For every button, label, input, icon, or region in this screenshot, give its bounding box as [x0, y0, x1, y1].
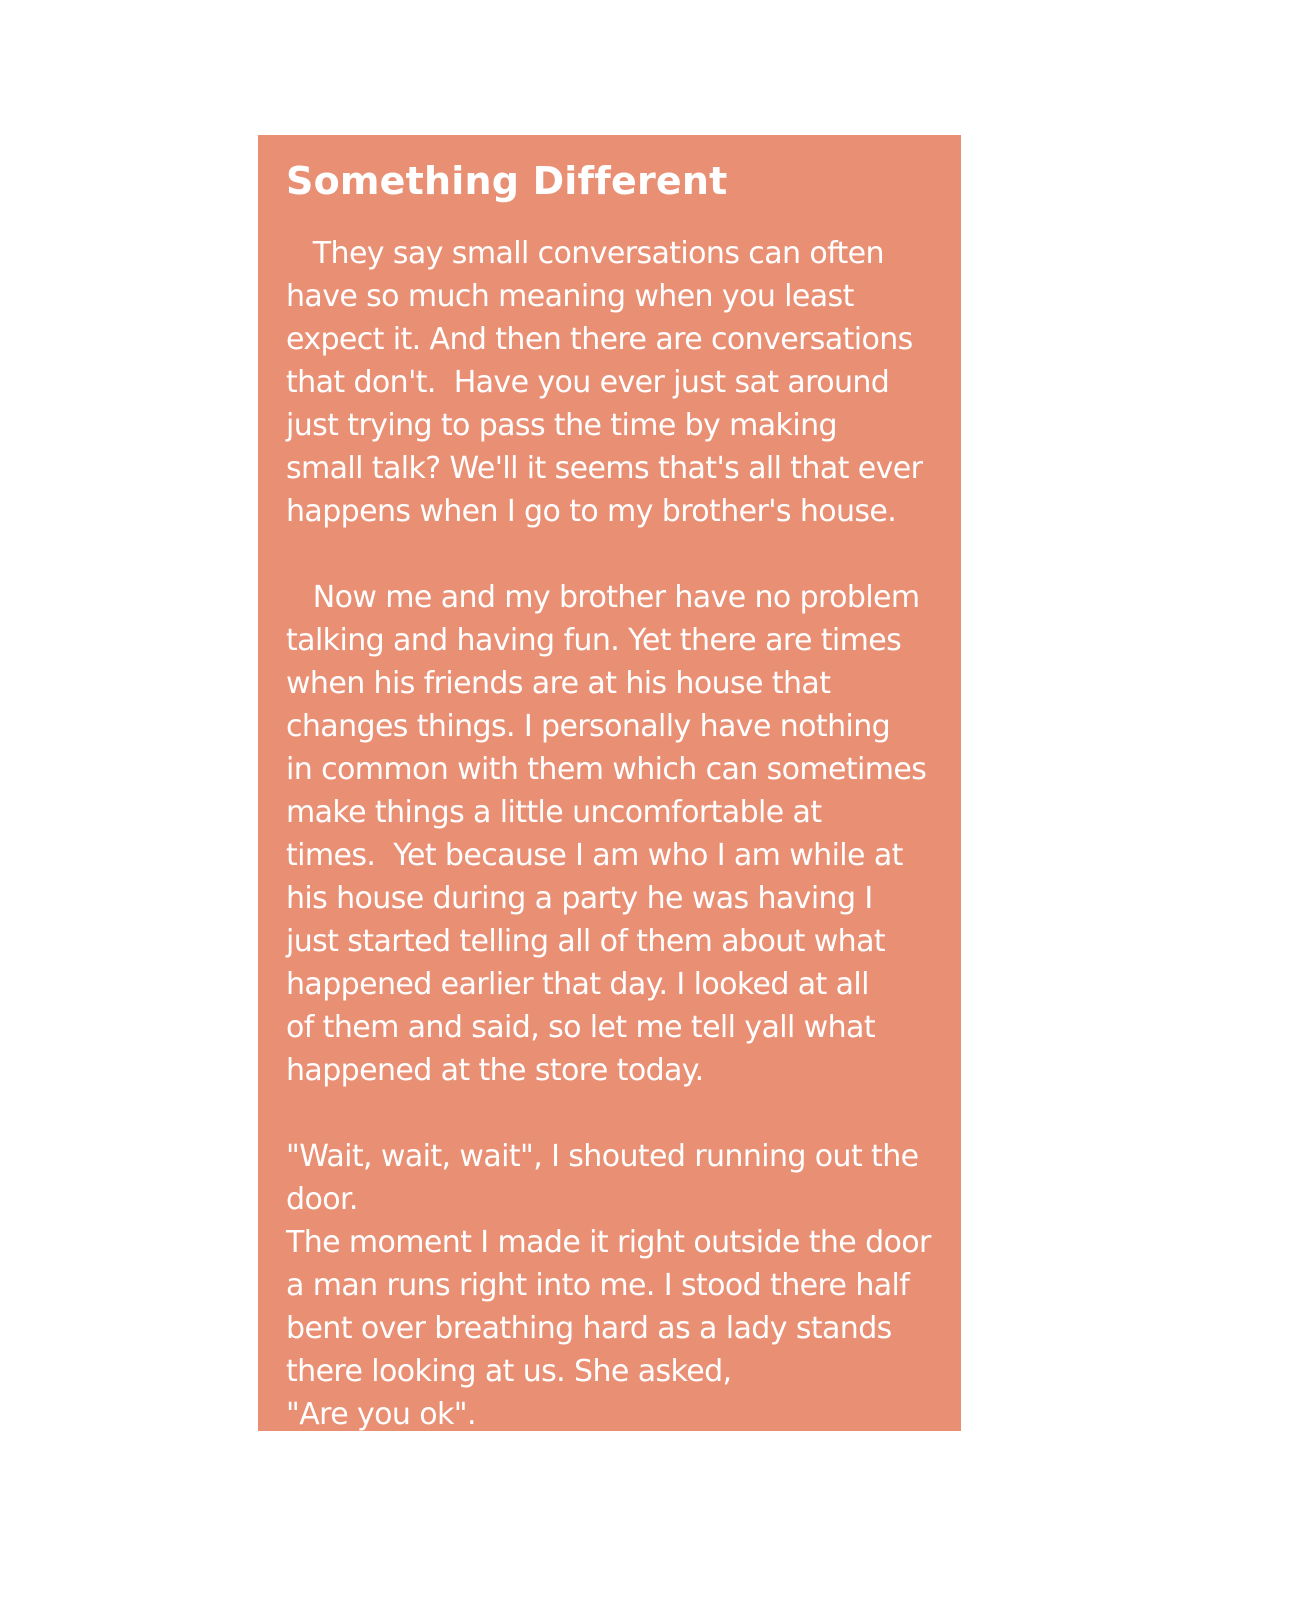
story-line: have so much meaning when you least: [286, 279, 854, 314]
story-line: expect it. And then there are conversations: [286, 322, 913, 357]
story-line: They say small conversations can often: [286, 236, 884, 271]
story-line: "Wait, wait, wait", I shouted running out the: [286, 1139, 919, 1174]
blank-line: [286, 533, 941, 576]
story-line: in common with them which can sometimes: [286, 752, 927, 787]
story-body: [286, 232, 941, 1431]
story-line: door.: [286, 1182, 358, 1217]
story-line: talking and having fun. Yet there are times: [286, 623, 902, 658]
story-line: happened earlier that day. I looked at all: [286, 967, 869, 1002]
story-line: The moment I made it right outside the door: [286, 1225, 931, 1260]
story-line: just started telling all of them about what: [286, 924, 886, 959]
story-line: Now me and my brother have no problem: [286, 580, 920, 615]
story-line: make things a little uncomfortable at: [286, 795, 822, 830]
story-line: his house during a party he was having I: [286, 881, 873, 916]
story-line: just trying to pass the time by making: [286, 408, 837, 443]
story-line: small talk? We'll it seems that's all that ever: [286, 451, 923, 486]
story-line: changes things. I personally have nothing: [286, 709, 891, 744]
blank-line: [286, 1092, 941, 1135]
story-line: of them and said, so let me tell yall what: [286, 1010, 875, 1045]
story-line: when his friends are at his house that: [286, 666, 831, 701]
story-card: [258, 135, 961, 1431]
story-line: there looking at us. She asked,: [286, 1354, 732, 1389]
story-line: a man runs right into me. I stood there half: [286, 1268, 910, 1303]
story-line: happens when I go to my brother's house.: [286, 494, 897, 529]
story-line: happened at the store today.: [286, 1053, 704, 1088]
story-line: "Are you ok".: [286, 1397, 476, 1431]
story-title: Something Different: [286, 159, 728, 203]
story-line: that don't. Have you ever just sat around: [286, 365, 890, 400]
story-line: times. Yet because I am who I am while at: [286, 838, 903, 873]
story-line: bent over breathing hard as a lady stands: [286, 1311, 892, 1346]
